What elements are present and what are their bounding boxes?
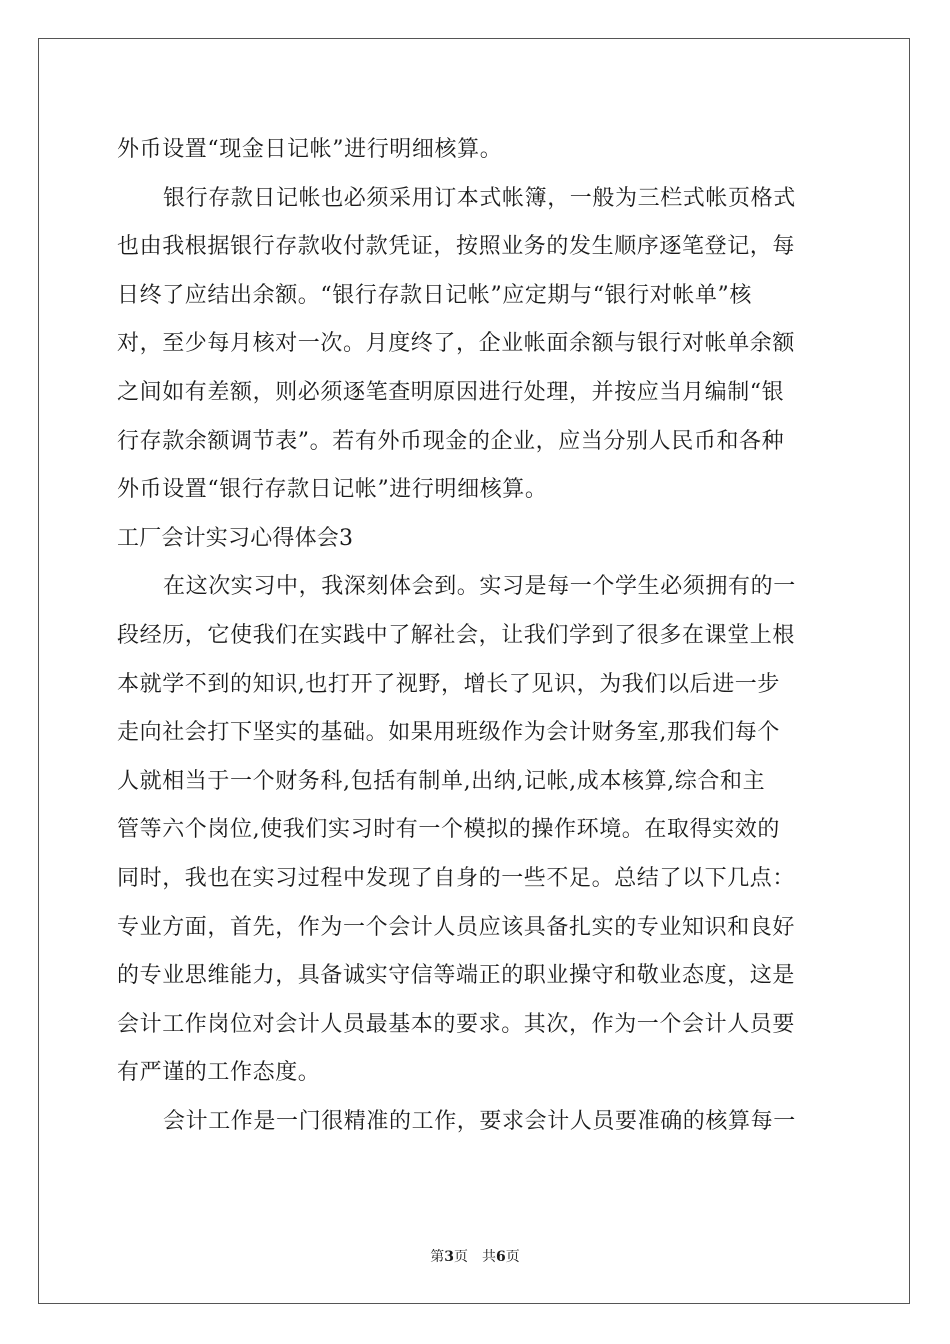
text-line: 会计工作是一门很精准的工作，要求会计人员要准确的核算每一 [163,1108,796,1134]
footer-total-pages: 6 [496,1249,506,1265]
text-line: 外币设置“现金日记帐”进行明细核算。 [117,137,503,162]
text-line: 的专业思维能力，具备诚实守信等端正的职业操守和敬业态度，这是 [117,963,796,989]
text-line: 专业方面，首先，作为一个会计人员应该具备扎实的专业知识和良好 [117,914,796,940]
footer-total-prefix: 共 [482,1249,496,1265]
text-line: 外币设置“银行存款日记帐”进行明细核算。 [117,477,548,503]
footer-page-number: 3 [444,1249,454,1265]
footer-total-suffix: 页 [505,1249,520,1265]
text-line: 有严谨的工作态度。 [117,1060,321,1086]
page-footer [0,1246,950,1266]
text-line: 银行存款日记帐也必须采用订本式帐簿，一般为三栏式帐页格式 [163,185,796,211]
text-line: 段经历，它使我们在实践中了解社会，让我们学到了很多在课堂上根 [117,622,796,648]
section-heading: 工厂会计实习心得体会3 [117,525,354,551]
text-line: 在这次实习中，我深刻体会到。实习是每一个学生必须拥有的一 [163,574,796,600]
text-line: 同时，我也在实习过程中发现了自身的一些不足。总结了以下几点： [117,865,796,891]
footer-page-suffix: 页 [454,1249,468,1265]
text-line: 人就相当于一个财务科,包括有制单,出纳,记帐,成本核算,综合和主 [117,768,766,794]
footer-page-prefix: 第 [430,1249,445,1265]
text-line: 对，至少每月核对一次。月度终了，企业帐面余额与银行对帐单余额 [117,331,796,357]
text-line: 也由我根据银行存款收付款凭证，按照业务的发生顺序逐笔登记，每 [117,234,796,260]
document-body [117,126,833,1146]
text-line: 管等六个岗位,使我们实习时有一个模拟的操作环境。在取得实效的 [117,817,780,843]
text-line: 走向社会打下坚实的基础。如果用班级作为会计财务室,那我们每个 [117,720,780,746]
text-line: 本就学不到的知识,也打开了视野，增长了见识，为我们以后进一步 [117,671,780,697]
text-line: 日终了应结出余额。“银行存款日记帐”应定期与“银行对帐单”核 [117,282,752,308]
text-line: 会计工作岗位对会计人员最基本的要求。其次，作为一个会计人员要 [117,1011,796,1037]
text-line: 之间如有差额，则必须逐笔查明原因进行处理，并按应当月编制“银 [117,379,785,405]
text-line: 行存款余额调节表”。若有外币现金的企业，应当分别人民币和各种 [117,428,785,454]
